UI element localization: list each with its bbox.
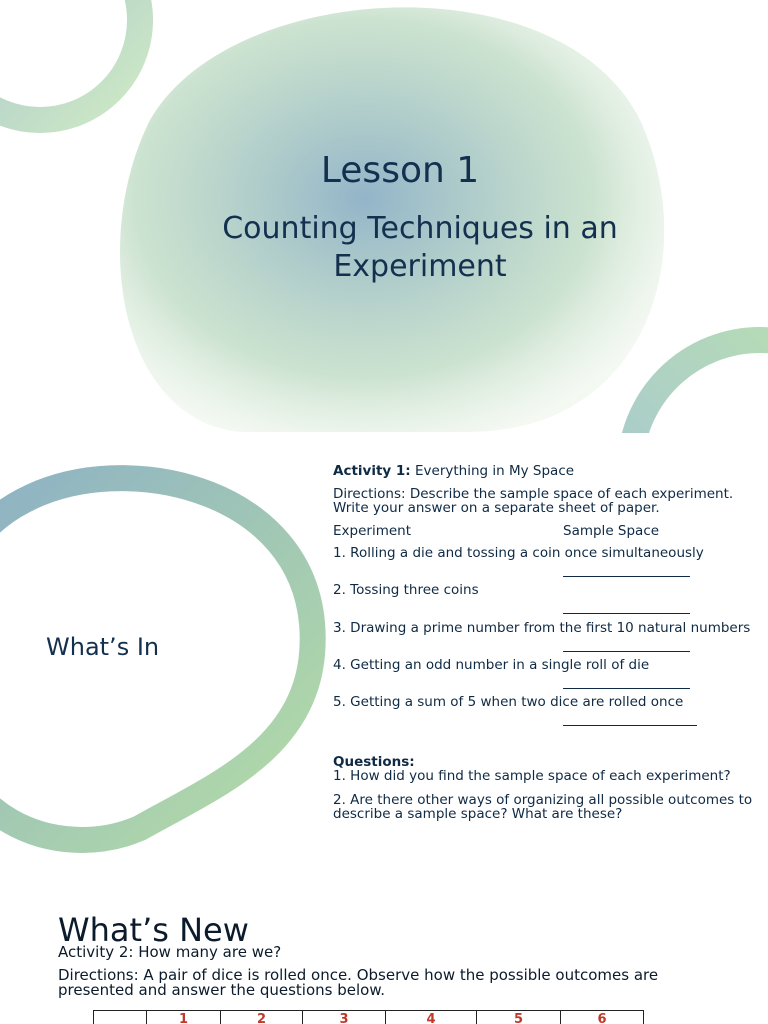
answer-line <box>563 613 690 614</box>
section-title: What’s In <box>46 633 160 661</box>
answer-line <box>563 651 690 652</box>
column-experiment: Experiment <box>333 523 412 539</box>
questions-label: Questions: <box>333 754 415 770</box>
title-slide <box>0 0 768 433</box>
section-title: What’s New <box>58 911 249 949</box>
directions-line-1: Directions: Describe the sample space of each experiment. <box>333 486 734 502</box>
table-header-cell: 5 <box>477 1011 561 1024</box>
directions-line-2: presented and answer the questions below. <box>58 981 385 999</box>
ring-bottom-right <box>630 340 768 433</box>
answer-line <box>563 688 690 689</box>
answer-line <box>563 725 697 726</box>
answer-line <box>563 576 690 577</box>
activity-label: Activity 1: <box>333 463 411 479</box>
experiment-item: 2. Tossing three coins <box>333 582 479 598</box>
whats-in-slide <box>0 433 768 873</box>
whats-new-slide <box>0 873 768 1024</box>
activity-heading <box>333 463 574 479</box>
column-sample-space: Sample Space <box>563 523 660 539</box>
question-2-line-1: 2. Are there other ways of organizing all possible outcomes to <box>333 792 753 808</box>
table-header-row <box>94 1011 644 1024</box>
activity-name: Everything in My Space <box>410 463 575 479</box>
dice-outcome-table <box>93 1010 644 1024</box>
directions-line-2: Write your answer on a separate sheet of paper. <box>333 500 660 516</box>
table-header-cell: 1 <box>147 1011 221 1024</box>
experiment-item: 4. Getting an odd number in a single roll of die <box>333 657 650 673</box>
table-header-cell <box>94 1011 147 1024</box>
lesson-title: Lesson 1 <box>320 150 480 191</box>
lesson-subtitle: Counting Techniques in an Experiment <box>222 211 618 284</box>
question-2-line-2: describe a sample space? What are these? <box>333 806 623 822</box>
table-header-cell: 2 <box>221 1011 303 1024</box>
question-1: 1. How did you find the sample space of each experiment? <box>333 768 731 784</box>
ring-top-left <box>0 0 140 120</box>
directions-line-1: Directions: A pair of dice is rolled once. Observe how the possible outcomes are <box>58 966 659 984</box>
experiment-item: 3. Drawing a prime number from the first 10 natural numbers <box>333 620 751 636</box>
experiment-item: 1. Rolling a die and tossing a coin once simultaneously <box>333 545 704 561</box>
activity-2-label: Activity 2: How many are we? <box>58 943 282 961</box>
table-header-cell: 3 <box>303 1011 386 1024</box>
table-header-cell: 6 <box>561 1011 644 1024</box>
table-header-cell: 4 <box>386 1011 477 1024</box>
experiment-item: 5. Getting a sum of 5 when two dice are rolled once <box>333 694 684 710</box>
